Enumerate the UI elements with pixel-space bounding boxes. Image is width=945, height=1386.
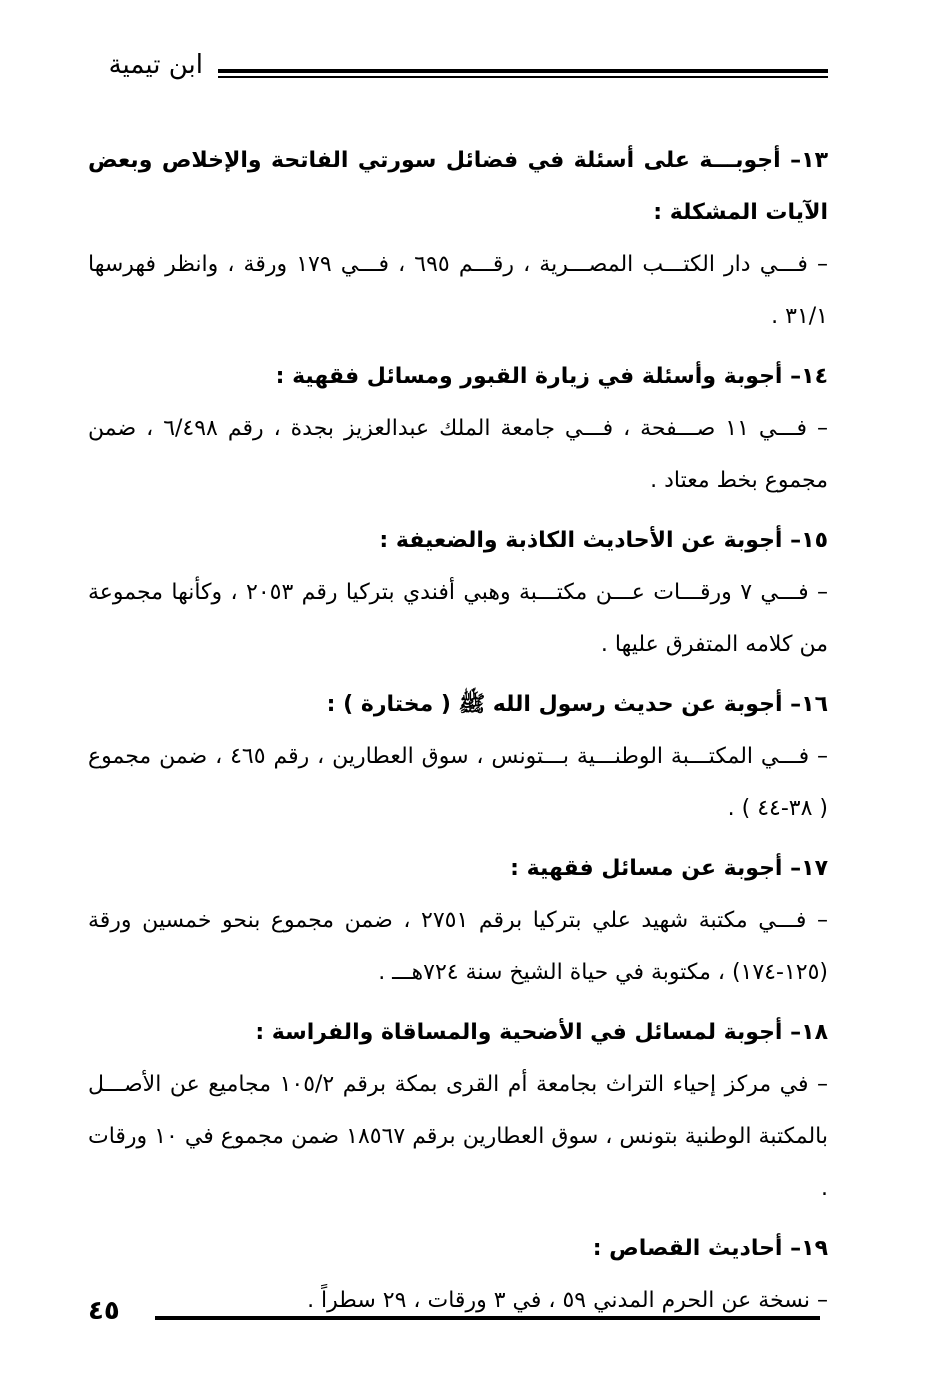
entry-15 — [88, 515, 828, 671]
entry-body: – فـــي دار الكتـــب المصـــرية ، رقـــم ٦٩٥ ، فـــي ١٧٩ ورقة ، وانظر فهرسها ٣١/١ . — [88, 252, 828, 329]
entry-body: – نسخة عن الحرم المدني ٥٩ ، في ٣ ورقات ، ٢٩ سطراً . — [307, 1288, 828, 1313]
header-rule — [218, 69, 828, 73]
entry-13 — [88, 135, 828, 343]
entry-19 — [88, 1223, 828, 1327]
header-rule-thin — [218, 76, 828, 78]
entry-14 — [88, 351, 828, 507]
entry-17 — [88, 843, 828, 999]
main-text — [88, 135, 828, 1335]
entry-body: – فـــي مكتبة شهيد علي بتركيا برقم ٢٧٥١ ، ضمن مجموع بنحو خمسين ورقة (١٢٥-١٧٤) ، مكتوبة في حياة الشيخ سنة ٧٢٤هـــ . — [88, 908, 828, 985]
entry-heading: ١٥– أجوبة عن الأحاديث الكاذبة والضعيفة : — [379, 528, 828, 553]
entry-heading: ١٧– أجوبة عن مسائل فقهية : — [510, 856, 828, 881]
entry-heading: ١٩– أحاديث القصاص : — [592, 1236, 828, 1261]
page-number: ٤٥ — [88, 1296, 120, 1326]
entry-16 — [88, 679, 828, 835]
entry-heading: ١٤– أجوبة وأسئلة في زيارة القبور ومسائل فقهية : — [275, 364, 828, 389]
entry-heading: ١٦– أجوبة عن حديث رسول الله ﷺ ( مختارة ) : — [326, 692, 828, 717]
entry-body: – فـــي ١١ صـــفحة ، فـــي جامعة الملك عبدالعزيز بجدة ، رقم ٦/٤٩٨ ، ضمن مجموع بخط معتاد . — [88, 416, 829, 493]
entry-body: – فـــي المكتـــبة الوطنـــية بـــتونس ، سوق العطارين ، رقم ٤٦٥ ، ضمن مجموع ( ٣٨-٤٤ ) . — [88, 744, 828, 821]
entry-18 — [88, 1007, 828, 1215]
entry-body: – فـــي ٧ ورقـــات عـــن مكتـــبة وهبي أفندي بتركيا رقم ٢٠٥٣ ، وكأنها مجموعة من كلامه المتفرق عليها . — [88, 580, 828, 657]
entry-heading: ١٣– أجوبـــة على أسئلة في فضائل سورتي الفاتحة والإخلاص وبعض الآيات المشكلة : — [88, 148, 828, 225]
entry-body: – في مركز إحياء التراث بجامعة أم القرى بمكة برقم ١٠٥/٢ مجاميع عن الأصـــل بالمكتبة الوطنية بتونس ، سوق العطارين برقم ١٨٥٦٧ ضمن مجموع في ١٠ ورقات . — [88, 1072, 828, 1201]
running-header-title: ابن تيمية — [108, 50, 203, 80]
entry-heading: ١٨– أجوبة لمسائل في الأضحية والمساقاة والفراسة : — [255, 1020, 828, 1045]
footer-rule — [155, 1316, 820, 1320]
